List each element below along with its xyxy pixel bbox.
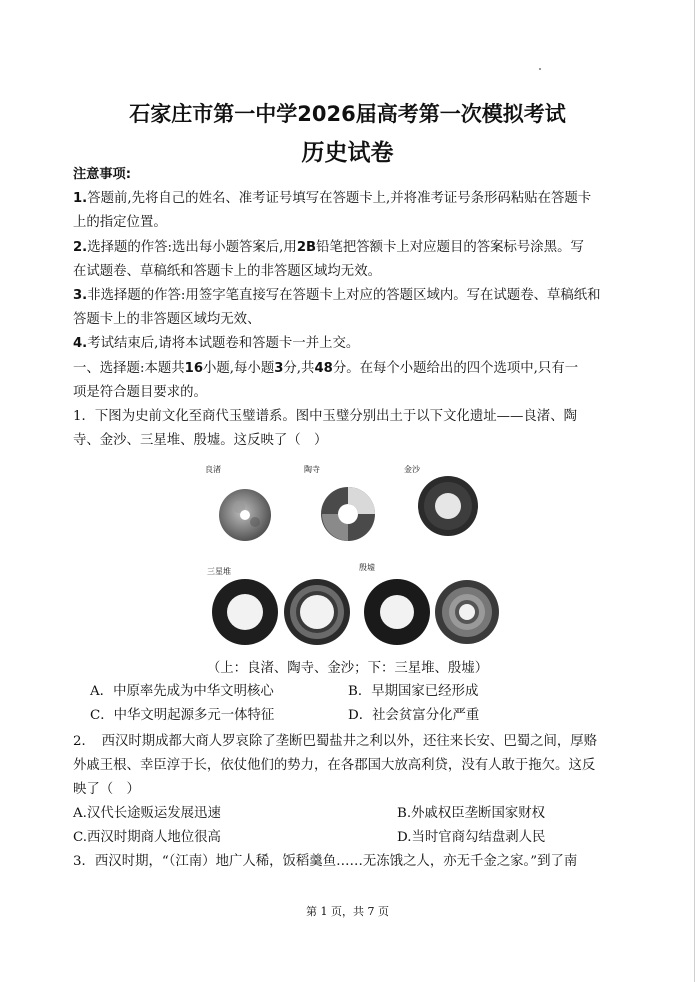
notice-heading: 注意事项: <box>73 167 132 182</box>
question-3-line-1: 3．西汉时期，“（江南）地广人稀，饭稻羹鱼……无冻饿之人，亦无千金之家。”到了南 <box>73 854 578 869</box>
yinxu-discs-image <box>357 560 505 652</box>
option-d[interactable]: D.当时官商勾结盘剥人民 <box>397 830 546 845</box>
notice-text: 非选择题的作答:用签字笔直接写在答题卡上对应的答题区域内。写在试题卷、草稿纸和 <box>87 288 601 304</box>
notice-num: 2. <box>73 239 88 255</box>
option-b[interactable]: B.外戚权臣垄断国家财权 <box>397 806 546 821</box>
question-1-line-2: 寺、金沙、三星堆、殷墟。这反映了（ ） <box>73 433 328 449</box>
notice-item-2 <box>73 236 625 260</box>
notice-text: 考试结束后,请将本试题卷和答题卡一并上交。 <box>87 336 360 352</box>
option-d[interactable]: D．社会贫富分化严重 <box>348 708 480 723</box>
notice-item-1 <box>73 187 625 211</box>
panel-liangzhu: 良渚 <box>205 462 290 544</box>
panel-taosi: 陶寺 <box>302 462 387 544</box>
notice-num: 4. <box>73 336 88 352</box>
option-c[interactable]: C.西汉时期商人地位很高 <box>73 830 221 845</box>
notice-section <box>73 163 625 453</box>
question-3 <box>73 850 625 874</box>
notice-text: 选择题的作答:选出每小题答案后,用 <box>87 239 297 255</box>
page-footer: 第 1 页，共 7 页 <box>306 905 389 918</box>
question-1-line-1: 1．下图为史前文化至商代玉璧谱系。图中玉璧分别出土于以下文化遗址——良渚、陶 <box>73 409 577 425</box>
question-2-options <box>73 802 633 850</box>
question-2-line-3: 映了（ ） <box>73 782 140 798</box>
figure-caption: （上：良渚、陶寺、金沙；下：三星堆、殷墟） <box>206 661 489 676</box>
notice-text: 答题前,先将自己的姓名、准考证号填写在答题卡上,并将准考证号条形码粘贴在答题卡 <box>87 191 592 207</box>
exam-title: 石家庄市第一中学2026届高考第一次模拟考试 <box>129 102 566 126</box>
question-2 <box>73 730 625 803</box>
option-c[interactable]: C．中华文明起源多元一体特征 <box>90 708 275 723</box>
notice-num: 1. <box>73 191 88 207</box>
panel-jinsha: 金沙 <box>402 462 497 544</box>
section-instructions: 一、选择题:本题共16小题,每小题3分,共48分。在每个小题给出的四个选项中,只有一 <box>73 360 579 376</box>
notice-num: 3. <box>73 288 88 304</box>
notice-item-3-cont: 答题卡上的非答题区域均无效、 <box>73 312 261 328</box>
notice-item-1-cont: 上的指定位置。 <box>73 215 167 231</box>
pencil-code: 2B <box>296 239 317 255</box>
section-instructions-cont: 项是符合题目要求的。 <box>73 384 207 400</box>
panel-yinxu: 殷墟 <box>357 560 505 652</box>
scan-speck <box>539 68 541 70</box>
question-2-line-1: 2． 西汉时期成都大商人罗哀除了垄断巴蜀盐井之利以外，还往来长安、巴蜀之间，厚赂 <box>73 734 598 749</box>
jade-bi-figure <box>195 456 505 652</box>
notice-item-2-cont: 在试题卷、草稿纸和答题卡上的非答题区域均无效。 <box>73 263 381 279</box>
question-1-options <box>73 680 633 728</box>
notice-item-4 <box>73 332 625 356</box>
option-a[interactable]: A．中原率先成为中华文明核心 <box>90 684 274 699</box>
option-a[interactable]: A.汉代长途贩运发展迅速 <box>73 806 221 821</box>
notice-item-3 <box>73 284 625 308</box>
exam-subtitle: 历史试卷 <box>301 140 394 166</box>
panel-sanxingdui: 三星堆 <box>205 560 353 652</box>
notice-text: 铅笔把答额卡上对应题目的答案标号涂黑。写 <box>316 239 584 255</box>
option-b[interactable]: B．早期国家已经形成 <box>348 684 479 699</box>
question-2-line-2: 外戚王根、幸臣淳于长，依仗他们的势力，在各郡国大放高利贷，没有人敢于拖欠。这反 <box>73 758 596 774</box>
